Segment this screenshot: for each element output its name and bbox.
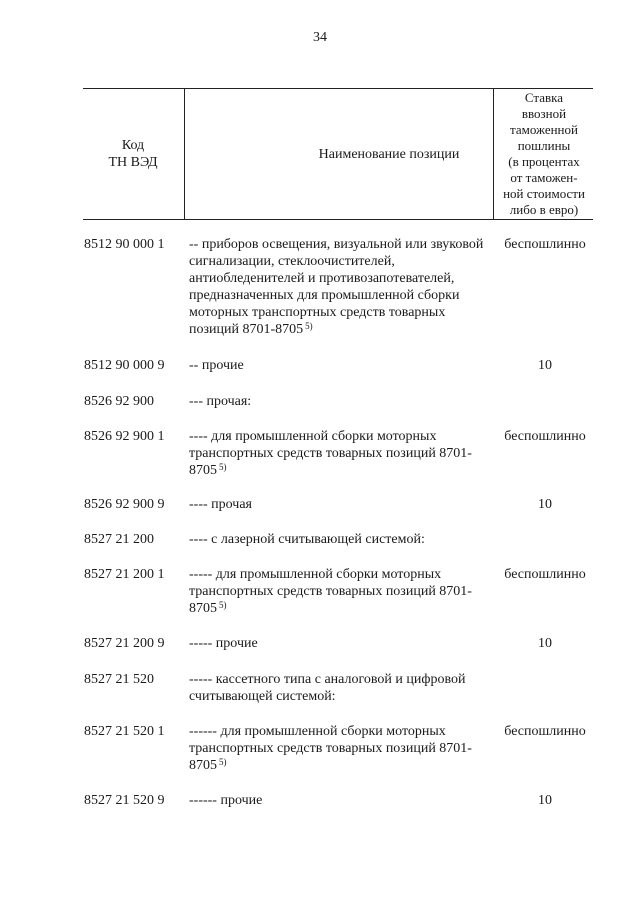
row-rate: беспошлинно [504, 429, 586, 444]
row-code: 8526 92 900 [84, 394, 154, 409]
row-description [189, 496, 489, 513]
row-description [189, 723, 489, 774]
header-code-label: Код ТН ВЭД [108, 138, 158, 170]
row-description-text: ---- для промышленной сборки моторных транспортных средств товарных позиций 8701-8705 [189, 429, 472, 478]
table-header [83, 88, 593, 220]
footnote-mark: 5) [305, 321, 313, 331]
row-description-text: ---- прочая [189, 497, 252, 512]
row-code: 8512 90 000 1 [84, 237, 165, 252]
row-description [189, 428, 489, 479]
row-code: 8527 21 200 1 [84, 567, 165, 582]
row-description [189, 671, 489, 705]
row-description-text: ------ для промышленной сборки моторных транспортных средств товарных позиций 8701-8705 [189, 724, 472, 773]
row-description-text: --- прочая: [189, 394, 252, 409]
row-rate: беспошлинно [504, 724, 586, 739]
page-number: 34 [313, 30, 327, 45]
row-description-text: -- прочие [189, 358, 244, 373]
row-description [189, 566, 489, 617]
row-code: 8527 21 520 1 [84, 724, 165, 739]
row-code: 8527 21 200 9 [84, 636, 165, 651]
footnote-mark: 5) [219, 757, 227, 767]
row-description-text: ----- для промышленной сборки моторных транспортных средств товарных позиций 8701-8705 [189, 567, 472, 616]
row-description [189, 531, 489, 548]
row-description [189, 792, 489, 809]
row-rate: 10 [538, 793, 552, 808]
row-code: 8527 21 200 [84, 532, 154, 547]
footnote-mark: 5) [219, 462, 227, 472]
row-code: 8526 92 900 9 [84, 497, 165, 512]
row-rate: беспошлинно [504, 567, 586, 582]
row-description [189, 357, 489, 374]
row-code: 8512 90 000 9 [84, 358, 165, 373]
row-description [189, 635, 489, 652]
footnote-mark: 5) [219, 600, 227, 610]
row-description-text: ----- прочие [189, 636, 258, 651]
row-rate: 10 [538, 636, 552, 651]
header-rate-column [493, 89, 594, 219]
row-description [189, 236, 489, 338]
row-description [189, 393, 489, 410]
row-description-text: ----- кассетного типа с аналоговой и цифровой считывающей системой: [189, 672, 466, 704]
header-name-label: Наименование позиции [318, 146, 460, 162]
row-description-text: ---- с лазерной считывающей системой: [189, 532, 425, 547]
header-code-column [83, 89, 183, 219]
row-description-text: -- приборов освещения, визуальной или звуковой сигнализации, стеклоочистителей, антиобледенителей и противозапотевателей, предназначенных для промышленной сборки моторных транспортных средств товарных позиций 8701-8705 [189, 237, 484, 337]
row-rate: беспошлинно [504, 237, 586, 252]
row-description-text: ------ прочие [189, 793, 263, 808]
row-rate: 10 [538, 497, 552, 512]
row-code: 8526 92 900 1 [84, 429, 165, 444]
header-rate-label: Ставка ввозной таможенной пошлины (в процентах от таможен- ной стоимости либо в евро) [503, 90, 585, 217]
row-rate: 10 [538, 358, 552, 373]
row-code: 8527 21 520 9 [84, 793, 165, 808]
row-code: 8527 21 520 [84, 672, 154, 687]
